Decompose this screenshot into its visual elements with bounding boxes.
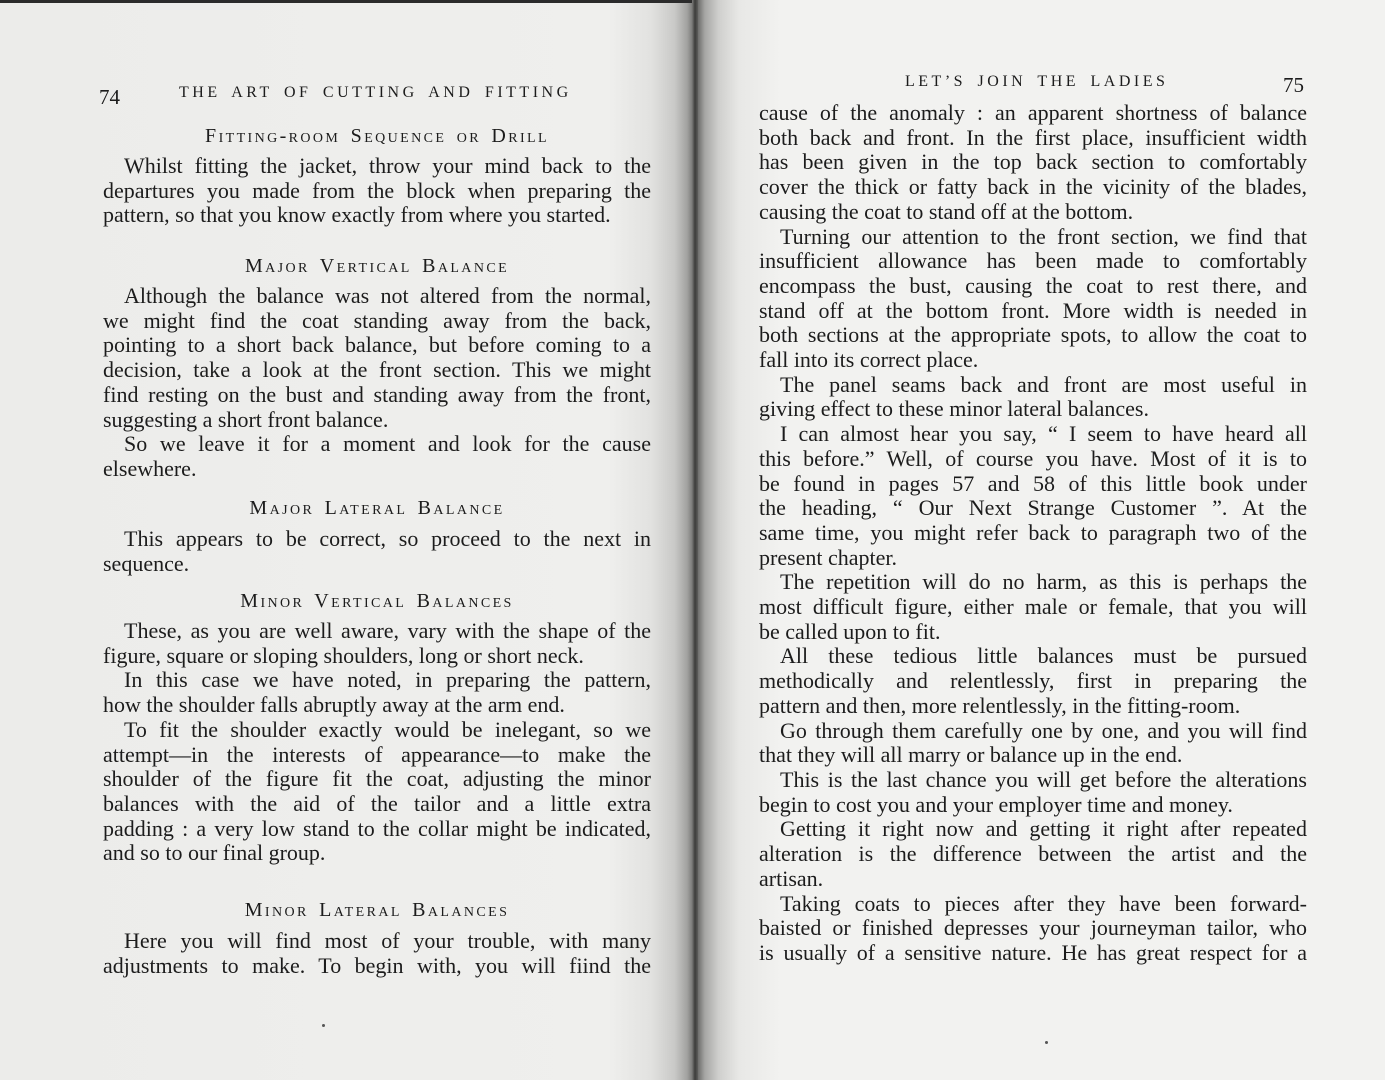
text-line: present chapter. <box>759 544 898 570</box>
text-line: In this case we have noted, in preparing the pattern, <box>124 667 651 693</box>
page-number: 74 <box>99 85 120 109</box>
section-body <box>103 619 651 866</box>
text-line: This appears to be correct, so proceed to the next in <box>124 526 651 551</box>
paragraph <box>759 768 1307 817</box>
text-line: the heading, “ Our Next Strange Customer ”. At the <box>759 495 1307 521</box>
paragraph <box>759 570 1307 644</box>
text-line: artisan. <box>759 865 824 891</box>
page-top-edge <box>0 0 692 3</box>
paragraph <box>103 432 651 481</box>
text-line: decision, take a look at the front section. This we might <box>103 357 651 383</box>
section-heading: Minor Lateral Balances <box>244 899 510 921</box>
section-heading: Major Vertical Balance <box>244 255 510 277</box>
paragraph <box>759 644 1307 718</box>
left-page <box>0 0 692 1080</box>
section-body <box>103 284 651 482</box>
text-line: adjustments to make. To begin with, you will fiind the <box>103 952 651 978</box>
text-line: causing the coat to stand off at the bottom. <box>759 198 1134 224</box>
text-line: both back and front. In the first place, insufficient width <box>759 124 1307 150</box>
text-line: Here you will find most of your trouble, with many <box>124 928 651 953</box>
text-line: Go through them carefully one by one, and you will find <box>780 717 1307 743</box>
text-line: I can almost hear you say, “ I seem to have heard all <box>780 421 1307 447</box>
text-line: has been given in the top back section to comfortably <box>759 149 1307 175</box>
paragraph <box>103 527 651 576</box>
text-line: pattern and then, more relentlessly, in the fitting-room. <box>759 692 1241 718</box>
text-line: The panel seams back and front are most useful in <box>780 371 1307 397</box>
text-line: stand off at the bottom front. More width is needed in <box>759 297 1307 323</box>
text-line: All these tedious little balances must be pursued <box>780 643 1307 669</box>
ink-speck <box>322 1024 325 1027</box>
text-line: These, as you are well aware, vary with the shape of the <box>124 618 651 643</box>
section-heading: Fitting-room Sequence or Drill <box>205 125 549 147</box>
text-line: elsewhere. <box>103 455 197 481</box>
text-line: how the shoulder falls abruptly away at the arm end. <box>103 692 565 718</box>
text-line: giving effect to these minor lateral balances. <box>759 396 1149 422</box>
right-page <box>698 0 1385 1080</box>
section-body <box>103 154 651 228</box>
text-line: methodically and relentlessly, first in preparing the <box>759 668 1307 694</box>
text-line: we might find the coat standing away from the back, <box>103 307 651 333</box>
paragraph <box>759 892 1307 966</box>
paragraph <box>759 422 1307 570</box>
text-line: insufficient allowance has been made to comfortably <box>759 248 1307 274</box>
text-line: be found in pages 57 and 58 of this little book under <box>759 470 1307 496</box>
text-line: This is the last chance you will get before the alterations <box>780 766 1307 792</box>
section-body <box>103 527 651 576</box>
text-line: Turning our attention to the front section, we find that <box>780 223 1307 249</box>
text-line: Taking coats to pieces after they have been forward- <box>780 890 1307 916</box>
text-line: and so to our final group. <box>103 840 326 866</box>
text-line: pattern, so that you know exactly from where you started. <box>103 202 611 228</box>
text-line: Although the balance was not altered from the normal, <box>124 283 651 308</box>
section-heading: Major Lateral Balance <box>249 497 505 519</box>
paragraph <box>759 373 1307 422</box>
text-line: padding : a very low stand to the collar might be indicated, <box>103 815 651 841</box>
text-line: suggesting a short front balance. <box>103 406 389 432</box>
text-line: that they will all marry or balance up in the end. <box>759 742 1183 768</box>
text-line: cover the thick or fatty back in the vicinity of the blades, <box>759 174 1307 200</box>
paragraph <box>103 284 651 432</box>
text-line: balances with the aid of the tailor and a little extra <box>103 790 651 816</box>
paragraph <box>103 154 651 228</box>
text-line: begin to cost you and your employer time and money. <box>759 791 1233 817</box>
text-line: figure, square or sloping shoulders, long or short neck. <box>103 642 584 668</box>
text-line: shoulder of the figure fit the coat, adjusting the minor <box>103 766 651 792</box>
text-line: pointing to a short back balance, but before coming to a <box>103 332 651 358</box>
text-line: Whilst fitting the jacket, throw your mind back to the <box>124 153 651 178</box>
text-line: cause of the anomaly : an apparent shortness of balance <box>759 100 1307 125</box>
text-line: alteration is the difference between the artist and the <box>759 841 1307 867</box>
text-line: sequence. <box>103 550 190 576</box>
paragraph <box>103 929 651 978</box>
text-line: this before.” Well, of course you have. Most of it is to <box>759 445 1307 471</box>
text-line: departures you made from the block when preparing the <box>103 177 651 203</box>
paragraph <box>759 719 1307 768</box>
text-line: So we leave it for a moment and look for the cause <box>124 431 651 457</box>
paragraph <box>103 668 651 717</box>
text-line: same time, you might refer back to paragraph two of the <box>759 519 1307 545</box>
text-line: both sections at the appropriate spots, to allow the coat to <box>759 322 1307 348</box>
ink-speck <box>1045 1041 1048 1044</box>
text-line: The repetition will do no harm, as this is perhaps the <box>780 569 1307 595</box>
text-line: be called upon to fit. <box>759 618 941 644</box>
text-line: find resting on the bust and standing away from the front, <box>103 381 651 407</box>
running-head: LET’S JOIN THE LADIES <box>905 73 1169 90</box>
text-line: baisted or finished depresses your journeyman tailor, who <box>759 915 1307 941</box>
text-line: fall into its correct place. <box>759 347 979 373</box>
text-line: encompass the bust, causing the coat to rest there, and <box>759 272 1307 298</box>
paragraph <box>103 718 651 866</box>
text-line: attempt—in the interests of appearance—to make the <box>103 741 651 767</box>
page-number: 75 <box>1283 73 1304 97</box>
page-body <box>759 101 1307 966</box>
text-line: Getting it right now and getting it right after repeated <box>780 816 1307 842</box>
paragraph <box>103 619 651 668</box>
section-heading: Minor Vertical Balances <box>240 590 514 612</box>
text-line: is usually of a sensitive nature. He has great respect for a <box>759 939 1307 965</box>
text-line: most difficult figure, either male or female, that you will <box>759 594 1307 620</box>
paragraph <box>759 225 1307 373</box>
section-body <box>103 929 651 978</box>
paragraph <box>759 817 1307 891</box>
running-head: THE ART OF CUTTING AND FITTING <box>179 84 572 101</box>
paragraph <box>759 101 1307 225</box>
text-line: To fit the shoulder exactly would be inelegant, so we <box>124 716 651 742</box>
